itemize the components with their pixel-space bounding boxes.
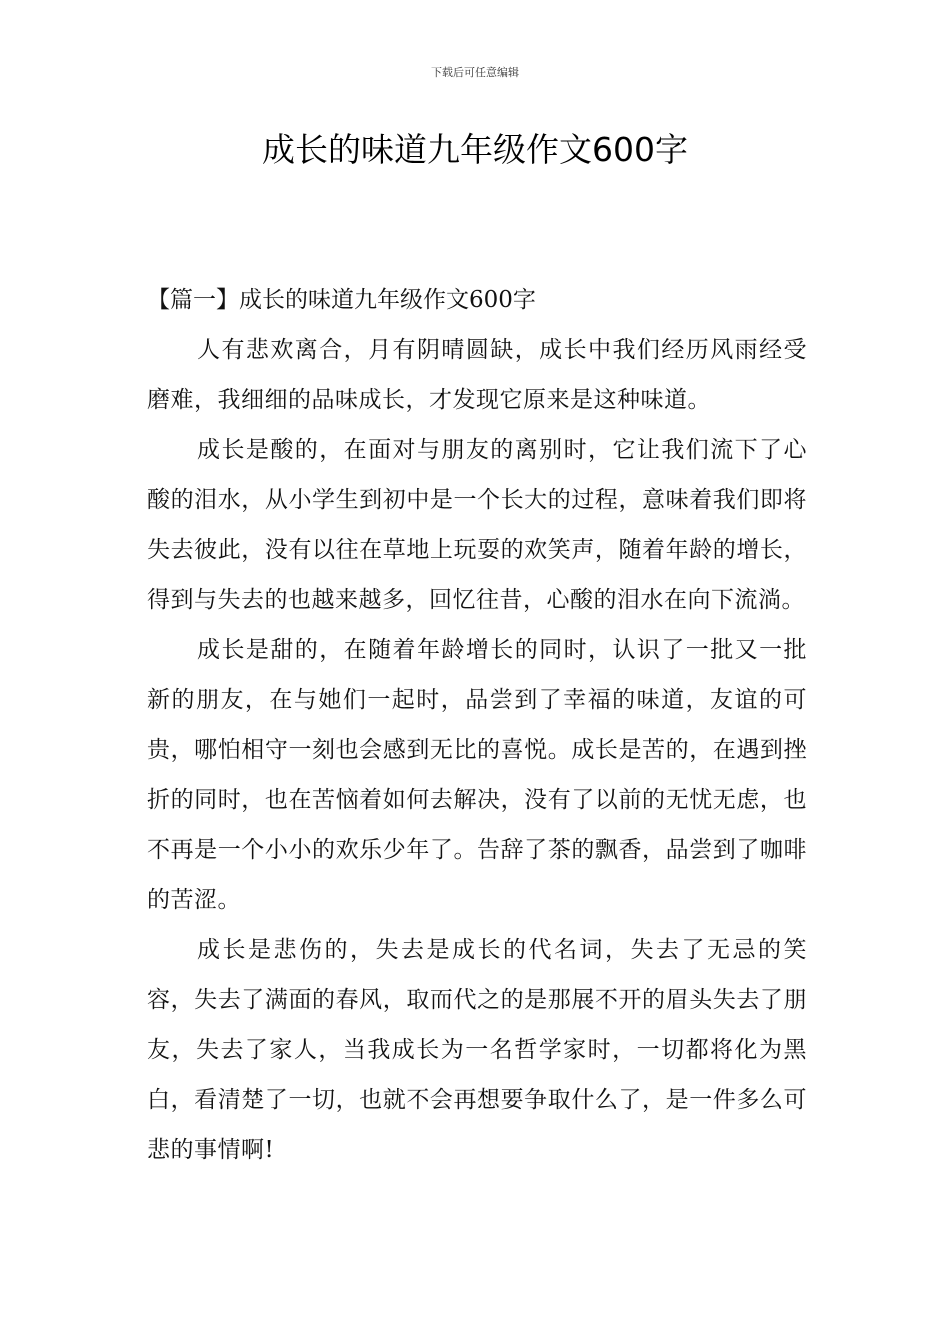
- paragraph-sweet-bitter: 成长是甜的，在随着年龄增长的同时，认识了一批又一批新的朋友，在与她们一起时，品尝到了幸福的味道，友谊的可贵，哪怕相守一刻也会感到无比的喜悦。成长是苦的，在遇到挫折的同时，也在苦恼着如何去解决，没有了以前的无忧无虑，也不再是一个小小的欢乐少年了。告辞了茶的飘香，品尝到了咖啡的苦涩。: [147, 637, 807, 913]
- article-body: [147, 275, 807, 1175]
- header-note: 下载后可任意编辑: [431, 66, 519, 79]
- paragraph-intro: 人有悲欢离合，月有阴晴圆缺，成长中我们经历风雨经受磨难，我细细的品味成长，才发现它原来是这种味道。: [147, 337, 807, 413]
- paragraph-sour: 成长是酸的，在面对与朋友的离别时，它让我们流下了心酸的泪水，从小学生到初中是一个长大的过程，意味着我们即将失去彼此，没有以往在草地上玩耍的欢笑声，随着年龄的增长，得到与失去的也越来越多，回忆往昔，心酸的泪水在向下流淌。: [147, 437, 807, 613]
- section-heading: 【篇一】成长的味道九年级作文600字: [147, 287, 536, 313]
- document-title: 成长的味道九年级作文600字: [262, 130, 688, 169]
- paragraph-sad: 成长是悲伤的，失去是成长的代名词，失去了无忌的笑容，失去了满面的春风，取而代之的是那展不开的眉头失去了朋友，失去了家人，当我成长为一名哲学家时，一切都将化为黑白，看清楚了一切，也就不会再想要争取什么了，是一件多么可悲的事情啊!: [147, 937, 807, 1163]
